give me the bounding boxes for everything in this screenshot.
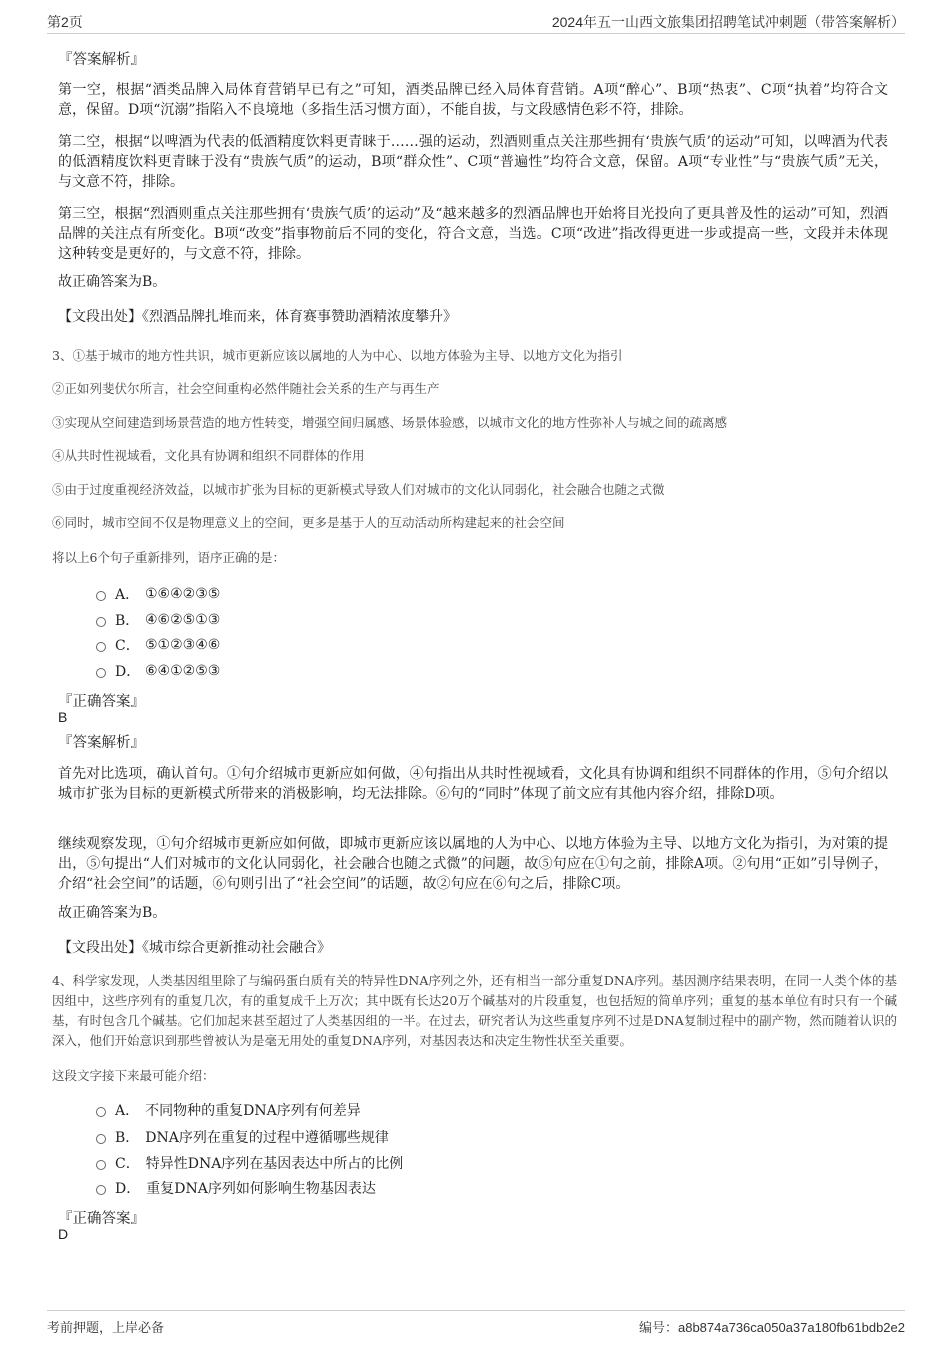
q2-analysis-para-1: 第一空，根据“酒类品牌入局体育营销早已有之”可知，酒类品牌已经入局体育营销。A项“醉心”、B项“热衷”、C项“执着”均符合文意，保留。D项“沉溺”指陷入不良境地（多指生活习惯方面），不能自拔，与文段感情色彩不符，排除。 — [58, 82, 888, 118]
q4-answer-label: 『正确答案』 — [58, 1211, 145, 1227]
q3-option-d[interactable]: D． ⑥④①②⑤③ — [96, 661, 220, 681]
q4-stem: 4、科学家发现，人类基因组里除了与编码蛋白质有关的特异性DNA序列之外，还有相当一部分重复DNA序列。基因测序结果表明，在同一人类个体的基因组中，这些序列有的重复几次，有的重复成千上万次；其中既有长达20万个碱基对的片段重复，也包括短的简单序列；重复的基本单位有时只有一个碱基，有时包含几个碱基。它们加起来甚至超过了人类基因组的一半。在过去，研究者认为这些重复序列不过是DNA复制过程中的副产物，然而随着认识的深入，他们开始意识到那些曾被认为是毫无用处的重复DNA序列，对基因表达和决定生物性状至关重要。 — [52, 973, 897, 1048]
q3-sentence-1: 3、①基于城市的地方性共识，城市更新应该以属地的人为中心、以地方体验为主导、以地方文化为指引 — [52, 348, 623, 363]
footer-serial: 编号：a8b874a736ca050a37a180fb61bdb2e2 — [638, 1320, 905, 1335]
radio-icon[interactable] — [96, 1160, 106, 1170]
radio-icon[interactable] — [96, 668, 106, 678]
q3-option-a[interactable]: A． ①⑥④②③⑤ — [96, 584, 220, 604]
radio-icon[interactable] — [96, 617, 106, 627]
q3-sentence-6: ⑥同时，城市空间不仅是物理意义上的空间，更多是基于人的互动活动所构建起来的社会空间 — [52, 515, 565, 530]
q3-analysis-label: 『答案解析』 — [58, 735, 145, 751]
q2-analysis-label: 『答案解析』 — [58, 52, 145, 68]
q2-conclusion: 故正确答案为B。 — [58, 274, 167, 290]
radio-icon[interactable] — [96, 1134, 106, 1144]
document-title: 2024年五一山西文旅集团招聘笔试冲刺题（带答案解析） — [551, 14, 905, 30]
page-header — [47, 8, 905, 34]
q4-option-d[interactable]: D． 重复DNA序列如何影响生物基因表达 — [96, 1178, 376, 1198]
q3-source: 【文段出处】《城市综合更新推动社会融合》 — [58, 940, 331, 956]
radio-icon[interactable] — [96, 1107, 106, 1117]
q2-analysis-para-2: 第二空，根据“以啤酒为代表的低酒精度饮料更青睐于……强的运动，烈酒则重点关注那些拥有‘贵族气质’的运动”可知，以啤酒为代表的低酒精度饮料更青睐于没有“贵族气质”的运动，B项“群众性”、C项“普遍性”均符合文意，保留。A项“专业性”与“贵族气质”无关，与文意不符，排除。 — [58, 134, 888, 190]
radio-icon[interactable] — [96, 591, 106, 601]
q3-option-c[interactable]: C． ⑤①②③④⑥ — [96, 635, 220, 655]
q3-option-b[interactable]: B． ④⑥②⑤①③ — [96, 610, 220, 630]
q3-conclusion: 故正确答案为B。 — [58, 905, 167, 921]
q3-sentence-3: ③实现从空间建造到场景营造的地方性转变，增强空间归属感、场景体验感，以城市文化的地方性弥补人与城之间的疏离感 — [52, 415, 728, 430]
q4-option-b[interactable]: B． DNA序列在重复的过程中遵循哪些规律 — [96, 1127, 389, 1147]
q3-analysis-para-1: 首先对比选项，确认首句。①句介绍城市更新应如何做，④句指出从共时性视域看，文化具有协调和组织不同群体的作用，⑤句介绍以城市扩张为目标的更新模式所带来的消极影响，均无法排除。⑥句的“同时”体现了前文应有其他内容介绍，排除D项。 — [58, 766, 888, 802]
radio-icon[interactable] — [96, 642, 106, 652]
q2-analysis-para-3: 第三空，根据“烈酒则重点关注那些拥有‘贵族气质’的运动”及“越来越多的烈酒品牌也开始将目光投向了更具普及性的运动”可知，烈酒品牌的关注点有所变化。B项“改变”指事物前后不同的变化，符合文意，当选。C项“改进”指改得更进一步或提高一些，文段并未体现这种转变是更好的，与文意不符，排除。 — [58, 206, 888, 262]
footer-slogan: 考前押题，上岸必备 — [47, 1320, 165, 1335]
q4-answer-value: D — [58, 1226, 69, 1242]
q3-sentence-4: ④从共时性视域看，文化具有协调和组织不同群体的作用 — [52, 448, 365, 463]
q2-source: 【文段出处】《烈酒品牌扎堆而来，体育赛事赞助酒精浓度攀升》 — [58, 309, 457, 325]
q4-prompt: 这段文字接下来最可能介绍： — [52, 1068, 215, 1083]
q4-option-c[interactable]: C． 特异性DNA序列在基因表达中所占的比例 — [96, 1153, 403, 1173]
page-footer — [47, 1310, 905, 1336]
q3-analysis-para-2: 继续观察发现，①句介绍城市更新应如何做，即城市更新应该以属地的人为中心、以地方体验为主导、以地方文化为指引，为对策的提出，⑤句提出“人们对城市的文化认同弱化，社会融合也随之式微”的问题，故⑤句应在①句之前，排除A项。②句用“正如”引导例子，介绍“社会空间”的话题，⑥句则引出了“社会空间”的话题，故②句应在⑥句之后，排除C项。 — [58, 836, 888, 892]
q3-answer-label: 『正确答案』 — [58, 694, 145, 710]
q4-option-a[interactable]: A． 不同物种的重复DNA序列有何差异 — [96, 1100, 361, 1120]
q3-answer-value: B — [58, 709, 68, 725]
q3-prompt: 将以上6个句子重新排列，语序正确的是： — [52, 550, 285, 565]
page-number: 第2页 — [47, 14, 83, 30]
q3-sentence-5: ⑤由于过度重视经济效益，以城市扩张为目标的更新模式导致人们对城市的文化认同弱化，社会融合也随之式微 — [52, 482, 665, 497]
q3-sentence-2: ②正如列斐伏尔所言，社会空间重构必然伴随社会关系的生产与再生产 — [52, 381, 440, 396]
radio-icon[interactable] — [96, 1185, 106, 1195]
